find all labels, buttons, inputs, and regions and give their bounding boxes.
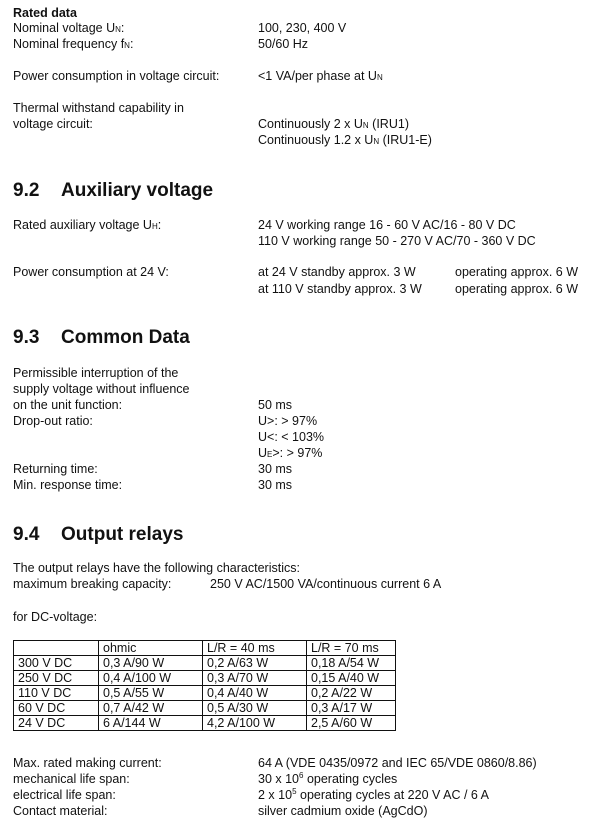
mechanical-life-tail: operating cycles: [303, 772, 398, 786]
dropout-value-3: [258, 446, 322, 462]
electrical-life-value: [258, 788, 489, 803]
electrical-life-label: electrical life span:: [13, 788, 116, 802]
contact-material-label: Contact material:: [13, 804, 108, 818]
table-cell: 0,2 A/22 W: [307, 686, 396, 701]
breaking-capacity-value: 250 V AC/1500 VA/continuous current 6 A: [210, 577, 442, 591]
making-current-label: Max. rated making current:: [13, 756, 162, 770]
table-cell: 0,3 A/90 W: [99, 656, 203, 671]
table-cell: 0,4 A/100 W: [99, 671, 203, 686]
thermal-value-2: [258, 133, 432, 149]
power-consumption-value-text: <1 VA/per phase at U: [258, 69, 377, 83]
returning-label: Returning time:: [13, 462, 98, 476]
table-header-cell: L/R = 40 ms: [203, 641, 307, 656]
nominal-frequency-label-text: Nominal frequency f: [13, 37, 125, 51]
aux-rated-subscript: H: [151, 222, 158, 231]
table-row: [14, 716, 396, 731]
dropout-value-3-pre: U: [258, 446, 268, 460]
thermal-value-1-subscript: N: [362, 121, 369, 130]
table-cell: 24 V DC: [14, 716, 99, 731]
aux-power-label: Power consumption at 24 V:: [13, 265, 169, 279]
electrical-life-pre: 2 x 10: [258, 788, 293, 802]
aux-rated-value-1: 24 V working range 16 - 60 V AC/16 - 80 V DC: [258, 218, 516, 232]
thermal-label-line-1: Thermal withstand capability in: [13, 101, 184, 115]
mechanical-life-value: [258, 772, 397, 787]
table-header-row: [14, 641, 396, 656]
mechanical-life-pre: 30 x 10: [258, 772, 300, 786]
electrical-life-tail: operating cycles at 220 V AC / 6 A: [296, 788, 489, 802]
interrupt-line-1: Permissible interruption of the: [13, 366, 179, 380]
dropout-value-3-tail: >: > 97%: [272, 446, 323, 460]
aux-power-value-1b: operating approx. 6 W: [455, 265, 578, 279]
nominal-voltage-label: Nominal voltage UN:: [13, 21, 125, 35]
table-cell: 2,5 A/60 W: [307, 716, 396, 731]
dropout-value-3-subscript: E: [267, 450, 273, 459]
section-heading-auxiliary: [13, 180, 213, 202]
interrupt-line-3: on the unit function:: [13, 398, 123, 412]
table-row: [14, 701, 396, 716]
returning-value: 30 ms: [258, 462, 293, 476]
electrical-life-exponent: 5: [292, 786, 297, 796]
table-header-cell: ohmic: [99, 641, 203, 656]
power-consumption-label: Power consumption in voltage circuit:: [13, 69, 220, 83]
table-cell: 0,5 A/55 W: [99, 686, 203, 701]
section-heading-common: [13, 327, 190, 349]
dropout-value-1: U>: > 97%: [258, 414, 318, 428]
table-cell: 0,2 A/63 W: [203, 656, 307, 671]
rated-data-heading: Rated data: [13, 6, 77, 20]
dc-voltage-label: for DC-voltage:: [13, 610, 98, 624]
aux-power-value-2b: operating approx. 6 W: [455, 282, 578, 296]
response-value: 30 ms: [258, 478, 293, 492]
dc-breaking-table: [13, 640, 396, 731]
table-cell: 60 V DC: [14, 701, 99, 716]
thermal-value-1-text: Continuously 2 x U: [258, 117, 363, 131]
aux-rated-label-text: Rated auxiliary voltage U: [13, 218, 152, 232]
table-row: [14, 671, 396, 686]
interrupt-line-2: supply voltage without influence: [13, 382, 190, 396]
table-cell: 110 V DC: [14, 686, 99, 701]
nominal-frequency-value: 50/60 Hz: [258, 37, 309, 51]
aux-power-value-2a: at 110 V standby approx. 3 W: [258, 282, 422, 296]
section-number: 9.4: [13, 524, 40, 545]
thermal-value-2-tail: (IRU1-E): [379, 133, 432, 147]
aux-rated-value-2: 110 V working range 50 - 270 V AC/70 - 360 V DC: [258, 234, 536, 248]
dropout-label: Drop-out ratio:: [13, 414, 93, 428]
table-cell: 0,3 A/17 W: [307, 701, 396, 716]
section-title: Common Data: [61, 327, 190, 348]
table-cell: 6 A/144 W: [99, 716, 203, 731]
contact-material-value: silver cadmium oxide (AgCdO): [258, 804, 428, 818]
section-title: Output relays: [61, 524, 184, 545]
thermal-value-1-tail: (IRU1): [368, 117, 409, 131]
making-current-value: 64 A (VDE 0435/0972 and IEC 65/VDE 0860/8.86): [258, 756, 537, 770]
breaking-capacity-label: maximum breaking capacity:: [13, 577, 172, 591]
table-cell: 0,3 A/70 W: [203, 671, 307, 686]
nominal-voltage-value: 100, 230, 400 V: [258, 21, 347, 35]
dropout-value-2: U<: < 103%: [258, 430, 325, 444]
table-row: [14, 686, 396, 701]
nominal-voltage-subscript: N: [115, 25, 121, 34]
aux-rated-label: Rated auxiliary voltage UH:: [13, 218, 162, 232]
section-number: 9.3: [13, 327, 40, 348]
thermal-value-2-subscript: N: [373, 137, 380, 146]
table-cell: 0,5 A/30 W: [203, 701, 307, 716]
thermal-label-line-2: voltage circuit:: [13, 117, 93, 131]
nominal-frequency-label: Nominal frequency fN:: [13, 37, 134, 51]
interrupt-value: 50 ms: [258, 398, 293, 412]
thermal-value-1: [258, 117, 409, 133]
table-cell: 0,7 A/42 W: [99, 701, 203, 716]
mechanical-life-label: mechanical life span:: [13, 772, 130, 786]
section-title: Auxiliary voltage: [61, 180, 214, 201]
table-cell: 0,15 A/40 W: [307, 671, 396, 686]
response-label: Min. response time:: [13, 478, 123, 492]
relays-intro: The output relays have the following characteristics:: [13, 561, 300, 575]
nominal-voltage-label-text: Nominal voltage U: [13, 21, 116, 35]
section-number: 9.2: [13, 180, 40, 201]
nominal-frequency-subscript: N: [124, 41, 130, 50]
table-cell: 300 V DC: [14, 656, 99, 671]
power-consumption-subscript: N: [376, 73, 383, 82]
table-cell: 250 V DC: [14, 671, 99, 686]
mechanical-life-exponent: 6: [299, 770, 304, 780]
table-header-cell: L/R = 70 ms: [307, 641, 396, 656]
aux-power-value-1a: at 24 V standby approx. 3 W: [258, 265, 416, 279]
table-cell: 4,2 A/100 W: [203, 716, 307, 731]
table-cell: 0,4 A/40 W: [203, 686, 307, 701]
table-cell: 0,18 A/54 W: [307, 656, 396, 671]
table-header-cell: [14, 641, 99, 656]
thermal-value-2-text: Continuously 1.2 x U: [258, 133, 374, 147]
power-consumption-value: [258, 69, 383, 85]
section-heading-relays: [13, 524, 183, 546]
table-row: [14, 656, 396, 671]
